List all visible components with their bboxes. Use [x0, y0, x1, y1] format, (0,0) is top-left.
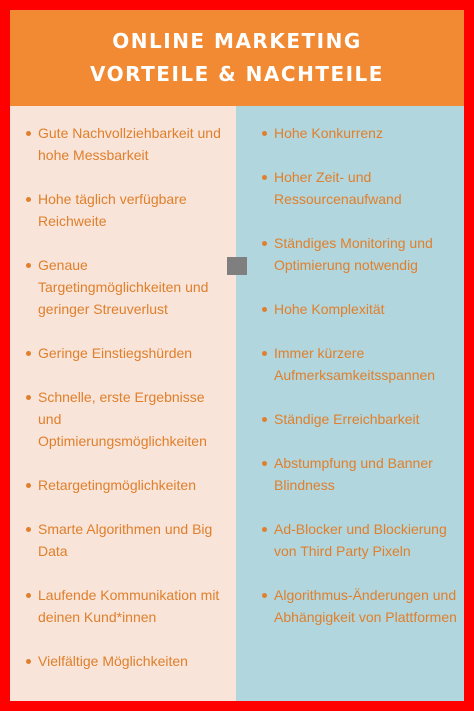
pros-item-text: Vielfältige Möglichkeiten: [38, 653, 188, 669]
bullet-icon: [262, 241, 267, 246]
bullet-icon: [262, 417, 267, 422]
cons-item-text: Abstumpfung und Banner Blindness: [274, 455, 433, 493]
pros-list: [26, 122, 230, 672]
bullet-icon: [262, 593, 267, 598]
title-line-2: VORTEILE & NACHTEILE: [90, 62, 384, 86]
pros-item: [26, 342, 230, 364]
cons-item: [262, 584, 460, 628]
cons-item: [262, 342, 460, 386]
pros-item: [26, 474, 230, 496]
pros-item: [26, 584, 230, 628]
bullet-icon: [262, 307, 267, 312]
cons-item: [262, 232, 460, 276]
pros-item: [26, 650, 230, 672]
cons-item: [262, 298, 460, 320]
columns: [10, 106, 464, 701]
bullet-icon: [262, 461, 267, 466]
infographic-card: [10, 10, 464, 701]
bullet-icon: [26, 351, 31, 356]
pros-item: [26, 122, 230, 166]
cons-column: [236, 106, 464, 701]
cons-list: [262, 122, 460, 628]
pros-item: [26, 254, 230, 320]
pros-item: [26, 386, 230, 452]
bullet-icon: [26, 131, 31, 136]
cons-item: [262, 408, 460, 430]
cons-item: [262, 518, 460, 562]
cons-item-text: Ad-Blocker und Blockierung von Third Party Pixeln: [274, 521, 447, 559]
pros-item: [26, 188, 230, 232]
bullet-icon: [26, 527, 31, 532]
bullet-icon: [26, 659, 31, 664]
cons-item-text: Hoher Zeit- und Ressourcenaufwand: [274, 169, 402, 207]
cons-item-text: Immer kürzere Aufmerksamkeitsspannen: [274, 345, 436, 383]
cons-item-text: Algorithmus-Änderungen und Abhängigkeit von Plattformen: [274, 587, 457, 625]
pros-item: [26, 518, 230, 562]
pros-item-text: Genaue Targetingmöglichkeiten und geringer Streuverlust: [38, 257, 209, 317]
header: [10, 10, 464, 106]
pros-item-text: Laufende Kommunikation mit deinen Kund*innen: [38, 587, 220, 625]
bullet-icon: [262, 351, 267, 356]
pros-item-text: Smarte Algorithmen und Big Data: [38, 521, 213, 559]
cons-item: [262, 452, 460, 496]
pros-item-text: Gute Nachvollziehbarkeit und hohe Messbarkeit: [38, 125, 221, 163]
cons-item-text: Hohe Konkurrenz: [274, 125, 383, 141]
bullet-icon: [26, 395, 31, 400]
pros-item-text: Retargetingmöglichkeiten: [38, 477, 196, 493]
cons-item-text: Ständige Erreichbarkeit: [274, 411, 420, 427]
bullet-icon: [26, 197, 31, 202]
bullet-icon: [262, 175, 267, 180]
cons-item-text: Ständiges Monitoring und Optimierung notwendig: [274, 235, 433, 273]
bullet-icon: [262, 527, 267, 532]
pros-column: [10, 106, 236, 701]
bullet-icon: [262, 131, 267, 136]
pros-item-text: Hohe täglich verfügbare Reichweite: [38, 191, 187, 229]
pros-item-text: Geringe Einstiegshürden: [38, 345, 193, 361]
cons-item: [262, 166, 460, 210]
title-line-1: ONLINE MARKETING: [112, 29, 362, 53]
cons-item: [262, 122, 460, 144]
cons-item-text: Hohe Komplexität: [274, 301, 385, 317]
bullet-icon: [26, 593, 31, 598]
bullet-icon: [26, 483, 31, 488]
bullet-icon: [26, 263, 31, 268]
pros-item-text: Schnelle, erste Ergebnisse und Optimierungsmöglichkeiten: [38, 389, 207, 449]
gray-square-marker: [227, 257, 247, 275]
